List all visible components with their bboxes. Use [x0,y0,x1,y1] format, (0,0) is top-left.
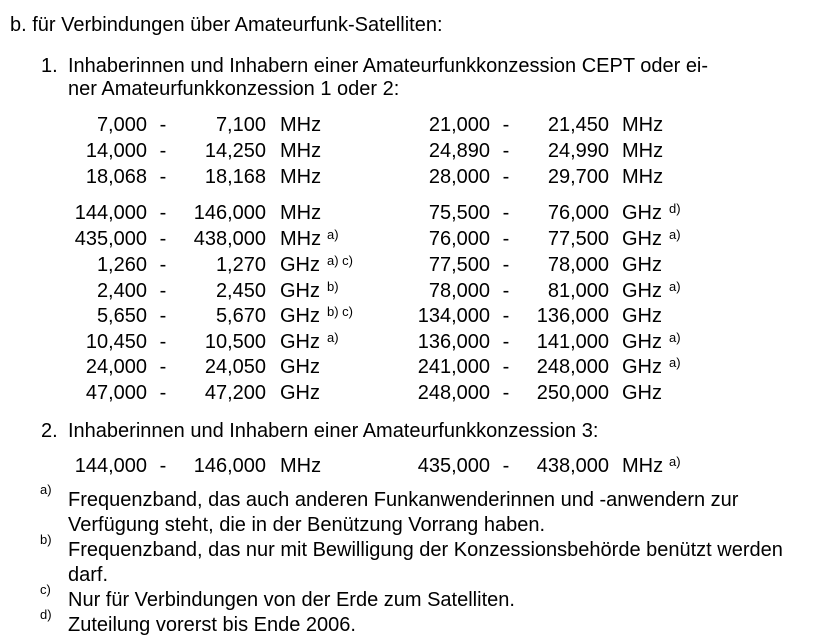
range-end: 250,000 [536,382,609,404]
range-dash: - [159,280,167,302]
footnote-ref: a) [327,330,339,345]
range-unit: MHz [280,228,322,250]
range-end: 18,168 [204,166,266,188]
range-dash: - [159,202,167,224]
range-end: 21,450 [547,114,609,136]
range-dash: - [502,254,510,276]
range-end: 47,200 [204,382,266,404]
range-unit: GHz [622,228,662,250]
range-unit: MHz [622,166,664,188]
range-dash: - [502,331,510,353]
range-start: 144,000 [74,455,147,477]
footnote-ref: a) [669,279,681,294]
footnote-mark: b) [40,532,52,547]
footnote-ref: a) [669,330,681,345]
range-start: 136,000 [417,331,490,353]
range-dash: - [159,140,167,162]
range-unit: GHz [280,280,320,302]
range-start: 24,890 [428,140,490,162]
range-unit: MHz [622,140,664,162]
range-end: 5,670 [215,305,266,327]
frequency-row [0,382,817,405]
range-end: 438,000 [536,455,609,477]
range-start: 1,260 [96,254,147,276]
range-dash: - [502,356,510,378]
range-dash: - [159,331,167,353]
range-dash: - [502,455,510,477]
range-unit: GHz [622,280,662,302]
frequency-row [0,356,817,379]
section-heading: b. für Verbindungen über Amateurfunk-Satelliten: [10,14,443,36]
range-unit: GHz [622,356,662,378]
range-end: 10,500 [204,331,266,353]
range-unit: GHz [280,331,320,353]
footnote-ref: d) [669,201,681,216]
range-start: 78,000 [428,280,490,302]
footnote-text: Frequenzband, das nur mit Bewilligung der Konzessionsbehörde benützt werden darf. [68,539,783,586]
item-text-line: Inhaberinnen und Inhabern einer Amateurfunkkonzession CEPT oder ei- [68,55,709,77]
range-unit: GHz [280,356,320,378]
range-start: 241,000 [417,356,490,378]
range-unit: MHz [280,455,322,477]
range-unit: GHz [280,254,320,276]
footnote-ref: a) [669,454,681,469]
range-end: 78,000 [547,254,609,276]
range-unit: MHz [280,114,322,136]
range-unit: GHz [622,382,662,404]
range-end: 24,990 [547,140,609,162]
frequency-row [0,114,817,137]
range-end: 14,250 [204,140,266,162]
range-start: 435,000 [74,228,147,250]
range-end: 136,000 [536,305,609,327]
range-start: 5,650 [96,305,147,327]
footnote-mark: c) [40,582,51,597]
range-dash: - [159,228,167,250]
range-end: 146,000 [193,202,266,224]
frequency-row [0,331,817,354]
range-end: 141,000 [536,331,609,353]
footnote-mark: d) [40,607,52,622]
footnote-ref: a) [669,355,681,370]
range-dash: - [502,140,510,162]
frequency-row [0,228,817,251]
item-number: 1. [41,55,58,77]
range-unit: GHz [622,331,662,353]
range-start: 28,000 [428,166,490,188]
range-start: 75,500 [428,202,490,224]
item-text-line: Inhaberinnen und Inhabern einer Amateurfunkkonzession 3: [68,420,599,442]
footnote-ref: a) c) [327,253,353,268]
range-end: 77,500 [547,228,609,250]
range-dash: - [159,166,167,188]
range-end: 24,050 [204,356,266,378]
range-start: 21,000 [428,114,490,136]
frequency-row [0,140,817,163]
footnote-mark: a) [40,482,52,497]
range-dash: - [502,280,510,302]
item-number: 2. [41,420,58,442]
range-end: 76,000 [547,202,609,224]
frequency-row [0,305,817,328]
range-dash: - [159,455,167,477]
footnote-ref: a) [669,227,681,242]
range-end: 438,000 [193,228,266,250]
range-start: 77,500 [428,254,490,276]
frequency-row [0,254,817,277]
frequency-row [0,166,817,189]
range-dash: - [502,202,510,224]
range-start: 24,000 [85,356,147,378]
range-unit: GHz [622,254,662,276]
range-start: 248,000 [417,382,490,404]
range-unit: GHz [622,305,662,327]
footnote-text: Zuteilung vorerst bis Ende 2006. [68,614,356,636]
range-end: 29,700 [547,166,609,188]
range-unit: GHz [622,202,662,224]
range-unit: GHz [280,305,320,327]
frequency-row [0,455,817,478]
range-start: 18,068 [85,166,147,188]
range-end: 146,000 [193,455,266,477]
range-dash: - [159,356,167,378]
range-dash: - [502,382,510,404]
range-start: 2,400 [96,280,147,302]
frequency-row [0,202,817,225]
range-unit: GHz [280,382,320,404]
footnote-ref: a) [327,227,339,242]
range-start: 7,000 [96,114,147,136]
range-start: 76,000 [428,228,490,250]
range-end: 248,000 [536,356,609,378]
range-start: 144,000 [74,202,147,224]
range-start: 134,000 [417,305,490,327]
item-text-line: ner Amateurfunkkonzession 1 oder 2: [68,78,400,100]
footnote-ref: b) c) [327,304,353,319]
footnote-text: Nur für Verbindungen von der Erde zum Satelliten. [68,589,515,611]
range-dash: - [159,254,167,276]
range-start: 14,000 [85,140,147,162]
range-end: 1,270 [215,254,266,276]
range-start: 47,000 [85,382,147,404]
range-dash: - [159,382,167,404]
range-dash: - [159,305,167,327]
range-end: 7,100 [215,114,266,136]
range-dash: - [502,228,510,250]
range-dash: - [502,305,510,327]
range-dash: - [502,166,510,188]
range-start: 10,450 [85,331,147,353]
range-unit: MHz [280,166,322,188]
footnote-text: Frequenzband, das auch anderen Funkanwenderinnen und -anwendern zur Verfügung steht, die in der Benützung Vorrang haben. [68,489,739,536]
range-unit: MHz [622,455,664,477]
frequency-row [0,280,817,303]
range-unit: MHz [622,114,664,136]
range-dash: - [502,114,510,136]
range-unit: MHz [280,140,322,162]
range-unit: MHz [280,202,322,224]
range-end: 81,000 [547,280,609,302]
range-end: 2,450 [215,280,266,302]
range-dash: - [159,114,167,136]
footnote-ref: b) [327,279,339,294]
range-start: 435,000 [417,455,490,477]
